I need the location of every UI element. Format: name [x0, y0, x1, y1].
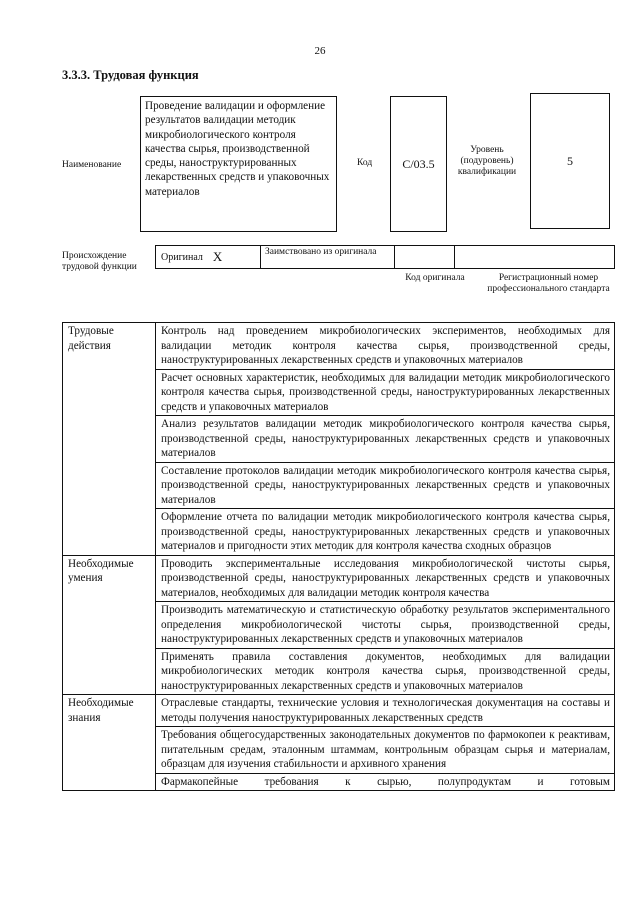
page-number: 26 [314, 45, 326, 57]
code-original-label: Код оригинала [405, 273, 465, 283]
function-table [62, 322, 615, 791]
table-row [63, 695, 615, 727]
table-row [63, 555, 615, 602]
borrowed-cell: Заимствовано из оригинала [261, 245, 395, 269]
table-cell: Фармакопейные требования к сырью, полупродуктам и готовым [156, 773, 615, 791]
table-row [63, 323, 615, 370]
table-cell: Составление протоколов валидации методик микробиологического контроля качества сырья, производственной среды, наноструктурированных лекарственных средств и упаковочных материалов [156, 462, 615, 509]
table-cell: Оформление отчета по валидации методик микробиологического контроля качества сырья, производственной среды, наноструктурированных лекарственных средств и упаковочных материалов и пригодности этих методик для контроля качества сходных образцов [156, 509, 615, 556]
section-title: 3.3.3. Трудовая функция [62, 68, 199, 82]
function-name-box: Проведение валидации и оформление результатов валидации методик микробиологического контроля качества сырья, производственной среды, наноструктурированных лекарственных средств и упаковочных материалов [140, 96, 337, 232]
table-cell: Анализ результатов валидации методик микробиологического контроля качества сырья, производственной среды, наноструктурированных лекарственных средств и упаковочных материалов [156, 416, 615, 463]
table-cell: Применять правила составления документов, необходимых для валидации микробиологических методик контроля качества сырья, производственной среды, наноструктурированных лекарственных средств и упаковочных материалов [156, 648, 615, 695]
level-label: Уровень (подуровень) квалификации [457, 145, 517, 177]
table-cell: Отраслевые стандарты, технические условия и технологическая документация на составы и методы получения наноструктурированных лекарственных средств [156, 695, 615, 727]
table-cell: Проводить экспериментальные исследования микробиологической чистоты сырья, производственной среды, наноструктурированных лекарственных средств и упаковочных материалов, необходимых для валидации методик контроля качества [156, 555, 615, 602]
origin-label: Происхождение трудовой функции [62, 251, 137, 272]
code-label: Код [357, 158, 373, 168]
reg-number-label: Регистрационный номер профессионального стандарта [487, 273, 610, 294]
code-value: С/03.5 [402, 156, 435, 171]
level-value: 5 [567, 153, 573, 168]
reg-number-cell [455, 245, 615, 269]
section-title-skills: Необходимые умения [63, 555, 156, 695]
code-original-cell [395, 245, 455, 269]
code-box [390, 96, 447, 232]
section-title-actions: Трудовые действия [63, 323, 156, 556]
name-label: Наименование [62, 160, 122, 170]
section-title-knowledge: Необходимые знания [63, 695, 156, 791]
level-box [530, 93, 610, 229]
table-cell: Контроль над проведением микробиологических экспериментов, необходимых для валидации методик контроля качества сырья, производственной среды, наноструктурированных лекарственных средств и упаковочных материалов [156, 323, 615, 370]
table-cell: Расчет основных характеристик, необходимых для валидации методик микробиологического контроля качества сырья, производственной среды, наноструктурированных лекарственных средств и упаковочных материалов [156, 369, 615, 416]
original-mark: X [212, 249, 223, 264]
table-cell: Производить математическую и статистическую обработку результатов экспериментального определения микробиологической чистоты сырья, производственной среды, наноструктурированных лекарственных средств и упаковочных материалов [156, 602, 615, 649]
original-label: Оригинал [161, 251, 203, 263]
original-cell [155, 245, 261, 269]
table-cell: Требования общегосударственных законодательных документов по фармокопеи к реактивам, питательным средам, эталонным штаммам, контрольным образцам сырья и материалам, образцам для изучения стабильности и архивного хранения [156, 727, 615, 774]
origin-row [155, 245, 615, 269]
